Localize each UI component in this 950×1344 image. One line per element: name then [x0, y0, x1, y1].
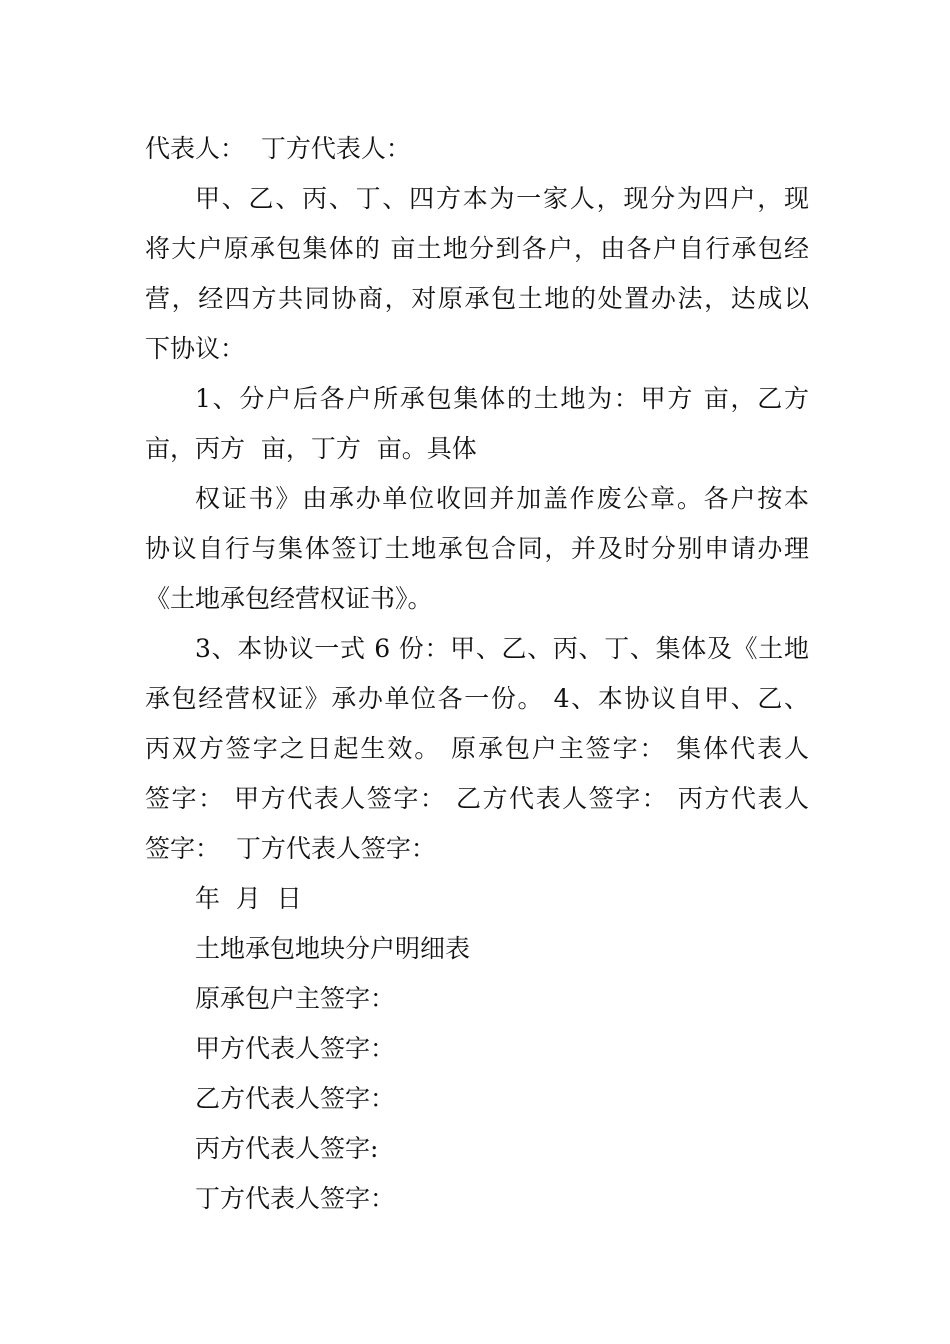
text-line-13: 丙双方签字之日起生效。 原承包户主签字： 集体代表人 [145, 734, 809, 763]
text-line-5: 下协议： [145, 334, 246, 363]
text-line-12: 承包经营权证》承办单位各一份。 4、本协议自甲、乙、 [145, 684, 809, 713]
signature-party-a: 甲方代表人签字： [195, 1034, 396, 1063]
document-body [145, 124, 809, 1224]
signature-party-d: 丁方代表人签字： [195, 1184, 396, 1213]
date-line: 年 月 日 [195, 884, 302, 913]
signature-party-b: 乙方代表人签字： [195, 1084, 396, 1113]
text-line-2: 甲、乙、丙、丁、四方本为一家人，现分为四户，现 [195, 184, 809, 213]
text-line-11: 3、本协议一式 6 份：甲、乙、丙、丁、集体及《土地 [195, 634, 809, 663]
text-line-15: 签字： 丁方代表人签字： [145, 834, 436, 863]
text-line-10: 《土地承包经营权证书》。 [145, 584, 433, 613]
text-line-6: 1、分户后各户所承包集体的土地为：甲方 亩，乙方 [195, 384, 809, 413]
text-line-3: 将大户原承包集体的 亩土地分到各户，由各户自行承包经 [145, 234, 809, 263]
text-line-1: 代表人： 丁方代表人： [145, 134, 411, 163]
text-line-4: 营，经四方共同协商，对原承包土地的处置办法，达成以 [145, 284, 809, 313]
text-line-7: 亩，丙方 亩，丁方 亩。具体 [145, 434, 477, 463]
signature-original-household: 原承包户主签字： [195, 984, 396, 1013]
table-title: 土地承包地块分户明细表 [195, 934, 471, 963]
text-line-8: 权证书》由承办单位收回并加盖作废公章。各户按本 [195, 484, 809, 513]
text-line-9: 协议自行与集体签订土地承包合同，并及时分别申请办理 [145, 534, 809, 563]
signature-party-c: 丙方代表人签字: [195, 1134, 379, 1163]
text-line-14: 签字： 甲方代表人签字： 乙方代表人签字： 丙方代表人 [145, 784, 809, 813]
